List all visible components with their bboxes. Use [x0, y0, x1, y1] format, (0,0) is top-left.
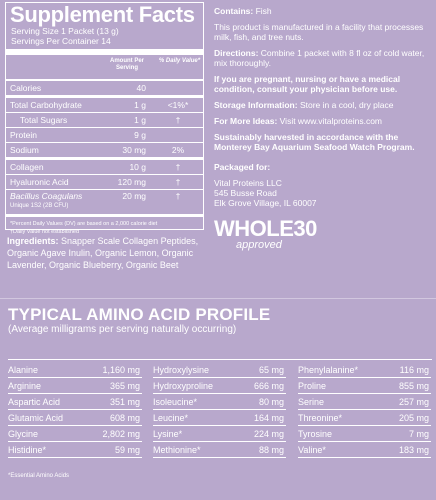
amino-name: Glutamic Acid	[8, 413, 64, 423]
facility-statement: This product is manufactured in a facility that processes milk, fish, and tree nuts.	[214, 22, 424, 42]
amino-row	[8, 394, 142, 410]
contains-text: Fish	[253, 6, 272, 16]
serving-size: Serving Size 1 Packet (13 g)	[11, 26, 119, 36]
amino-name: Serine	[298, 397, 325, 407]
amino-row	[8, 410, 142, 426]
amino-name: Valine*	[298, 445, 326, 455]
amino-value: 1,160 mg	[102, 365, 140, 375]
amino-row	[153, 442, 286, 458]
amino-row	[153, 410, 286, 426]
nutrient-dv: 2%	[171, 145, 185, 155]
ingredients-text: Snapper Scale Collagen Peptides, Organic Agave Inulin, Organic Lemon, Organic Lavender, Organic Blueberry, Organic Beet	[7, 236, 199, 270]
nutrient-amount: 9 g	[134, 130, 146, 140]
amino-value: 855 mg	[398, 381, 429, 391]
amino-name: Aspartic Acid	[8, 397, 61, 407]
amino-table-top-rule	[8, 359, 432, 360]
more-ideas	[214, 116, 429, 126]
amino-value: 666 mg	[253, 381, 284, 391]
facts-row	[6, 143, 203, 160]
company-address-line-2: Elk Grove Village, IL 60007	[214, 198, 317, 208]
directions-label: Directions:	[214, 48, 259, 58]
whole30-approved-logo	[214, 218, 429, 250]
product-info	[214, 6, 429, 250]
amino-value: 88 mg	[258, 445, 284, 455]
directions-text: Combine 1 packet with 8 fl oz of cold water, mix thoroughly.	[214, 48, 425, 68]
amino-value: 116 mg	[399, 365, 429, 375]
nutrient-name: Calories	[10, 83, 42, 93]
amino-acid-title: TYPICAL AMINO ACID PROFILE	[8, 305, 271, 324]
essential-amino-footnote: *Essential Amino Acids	[8, 473, 70, 479]
ideas-label: For More Ideas:	[214, 116, 278, 126]
amino-value: 80 mg	[258, 397, 284, 407]
nutrient-dv: †	[175, 191, 181, 201]
nutrient-amount: 10 g	[129, 162, 146, 172]
amino-name: Arginine	[8, 381, 42, 391]
nutrient-name: Protein	[10, 130, 37, 140]
amino-row	[153, 362, 286, 378]
amount-header: Amount Per Serving	[109, 58, 144, 71]
nutrient-dv: <1%*	[167, 100, 189, 110]
amino-name: Hydroxyproline	[153, 381, 214, 391]
nutrient-name: Hyaluronic Acid	[10, 177, 69, 187]
amino-name: Histidine*	[8, 445, 47, 455]
nutrient-amount: 1 g	[134, 115, 146, 125]
amino-value: 257 mg	[398, 397, 429, 407]
amino-value: 2,802 mg	[102, 429, 140, 439]
amino-acid-subtitle: (Average milligrams per serving naturally occurring)	[8, 324, 237, 335]
storage	[214, 100, 429, 110]
storage-label: Storage Information:	[214, 100, 298, 110]
company-address-line-1: 545 Busse Road	[214, 188, 277, 198]
section-divider	[0, 298, 436, 299]
nutrient-amount: 20 mg	[122, 191, 146, 201]
facts-header	[6, 55, 203, 81]
facts-row	[6, 175, 203, 190]
amino-column-2	[153, 362, 286, 458]
nutrient-name: Total Sugars	[20, 115, 68, 125]
amino-value: 183 mg	[398, 445, 429, 455]
amino-row	[8, 442, 142, 458]
nutrient-amount: 120 mg	[117, 177, 146, 187]
nutrient-amount: 1 g	[134, 100, 146, 110]
amino-row	[8, 426, 142, 442]
nutrient-dv: †	[175, 177, 181, 187]
contains-label: Contains:	[214, 6, 254, 16]
amino-value: 7 mg	[408, 429, 429, 439]
nutrient-name: Collagen	[10, 162, 44, 172]
whole30-approved-text: approved	[236, 239, 282, 251]
amino-row	[298, 378, 431, 394]
packaged-for-label: Packaged for:	[214, 162, 271, 172]
amino-row	[298, 410, 431, 426]
amino-column-1	[8, 362, 142, 458]
nutrient-amount: 30 mg	[122, 145, 146, 155]
contains	[214, 6, 429, 16]
facts-row	[6, 113, 203, 128]
facts-row	[6, 128, 203, 143]
sustainability-statement: Sustainably harvested in accordance with the Monterey Bay Aquarium Seafood Watch Program.	[214, 132, 415, 152]
ingredients-label: Ingredients:	[7, 236, 59, 246]
daily-value-header: % Daily Value*	[158, 58, 201, 64]
supplement-facts-title: Supplement Facts	[10, 2, 195, 27]
facts-row	[6, 160, 203, 175]
pregnancy-warning: If you are pregnant, nursing or have a medical condition, consult your physician before use.	[214, 74, 401, 94]
amino-name: Alanine	[8, 365, 39, 375]
amino-name: Lysine*	[153, 429, 183, 439]
nutrient-name: Bacillus Coagulans	[10, 191, 83, 201]
amino-name: Threonine*	[298, 413, 343, 423]
dv-footnote: *Percent Daily Values (DV) are based on a 2,000 calorie diet	[10, 221, 158, 227]
amino-name: Leucine*	[153, 413, 189, 423]
ingredients	[7, 235, 207, 271]
servings-per-container: Servings Per Container 14	[11, 36, 111, 46]
amino-row	[153, 426, 286, 442]
dv-not-established-footnote: †Daily Value not established	[10, 229, 79, 235]
amino-value: 351 mg	[109, 397, 140, 407]
amino-row	[8, 362, 142, 378]
facts-row	[6, 98, 203, 113]
amino-row	[298, 426, 431, 442]
amino-row	[298, 442, 431, 458]
storage-text: Store in a cool, dry place	[297, 100, 394, 110]
amino-value: 608 mg	[109, 413, 140, 423]
amino-value: 205 mg	[398, 413, 429, 423]
amino-value: 59 mg	[114, 445, 140, 455]
amino-name: Proline	[298, 381, 327, 391]
amino-row	[8, 378, 142, 394]
directions	[214, 48, 429, 68]
amino-name: Isoleucine*	[153, 397, 198, 407]
facts-row	[6, 81, 203, 98]
amino-row	[153, 378, 286, 394]
ideas-text: Visit www.vitalproteins.com	[277, 116, 383, 126]
nutrient-amount: 40	[136, 83, 146, 93]
nutrient-dv: †	[175, 162, 181, 172]
amino-name: Phenylalanine*	[298, 365, 359, 375]
amino-value: 365 mg	[109, 381, 140, 391]
amino-name: Methionine*	[153, 445, 201, 455]
amino-column-3	[298, 362, 431, 458]
amino-name: Glycine	[8, 429, 39, 439]
amino-value: 224 mg	[253, 429, 284, 439]
nutrient-name: Sodium	[10, 145, 39, 155]
amino-name: Hydroxylysine	[153, 365, 210, 375]
amino-value: 164 mg	[253, 413, 284, 423]
amino-row	[298, 394, 431, 410]
nutrient-dv: †	[175, 115, 181, 125]
facts-row	[6, 190, 203, 217]
amino-row	[153, 394, 286, 410]
amino-name: Tyrosine	[298, 429, 333, 439]
amino-value: 65 mg	[258, 365, 284, 375]
company-name: Vital Proteins LLC	[214, 178, 282, 188]
supplement-facts-panel	[5, 2, 204, 235]
amino-row	[298, 362, 431, 378]
nutrient-strain: Unique 1S2 (2B CFU)	[10, 203, 69, 209]
whole30-wordmark: WHOLE30	[214, 216, 317, 241]
nutrient-name: Total Carbohydrate	[10, 100, 82, 110]
